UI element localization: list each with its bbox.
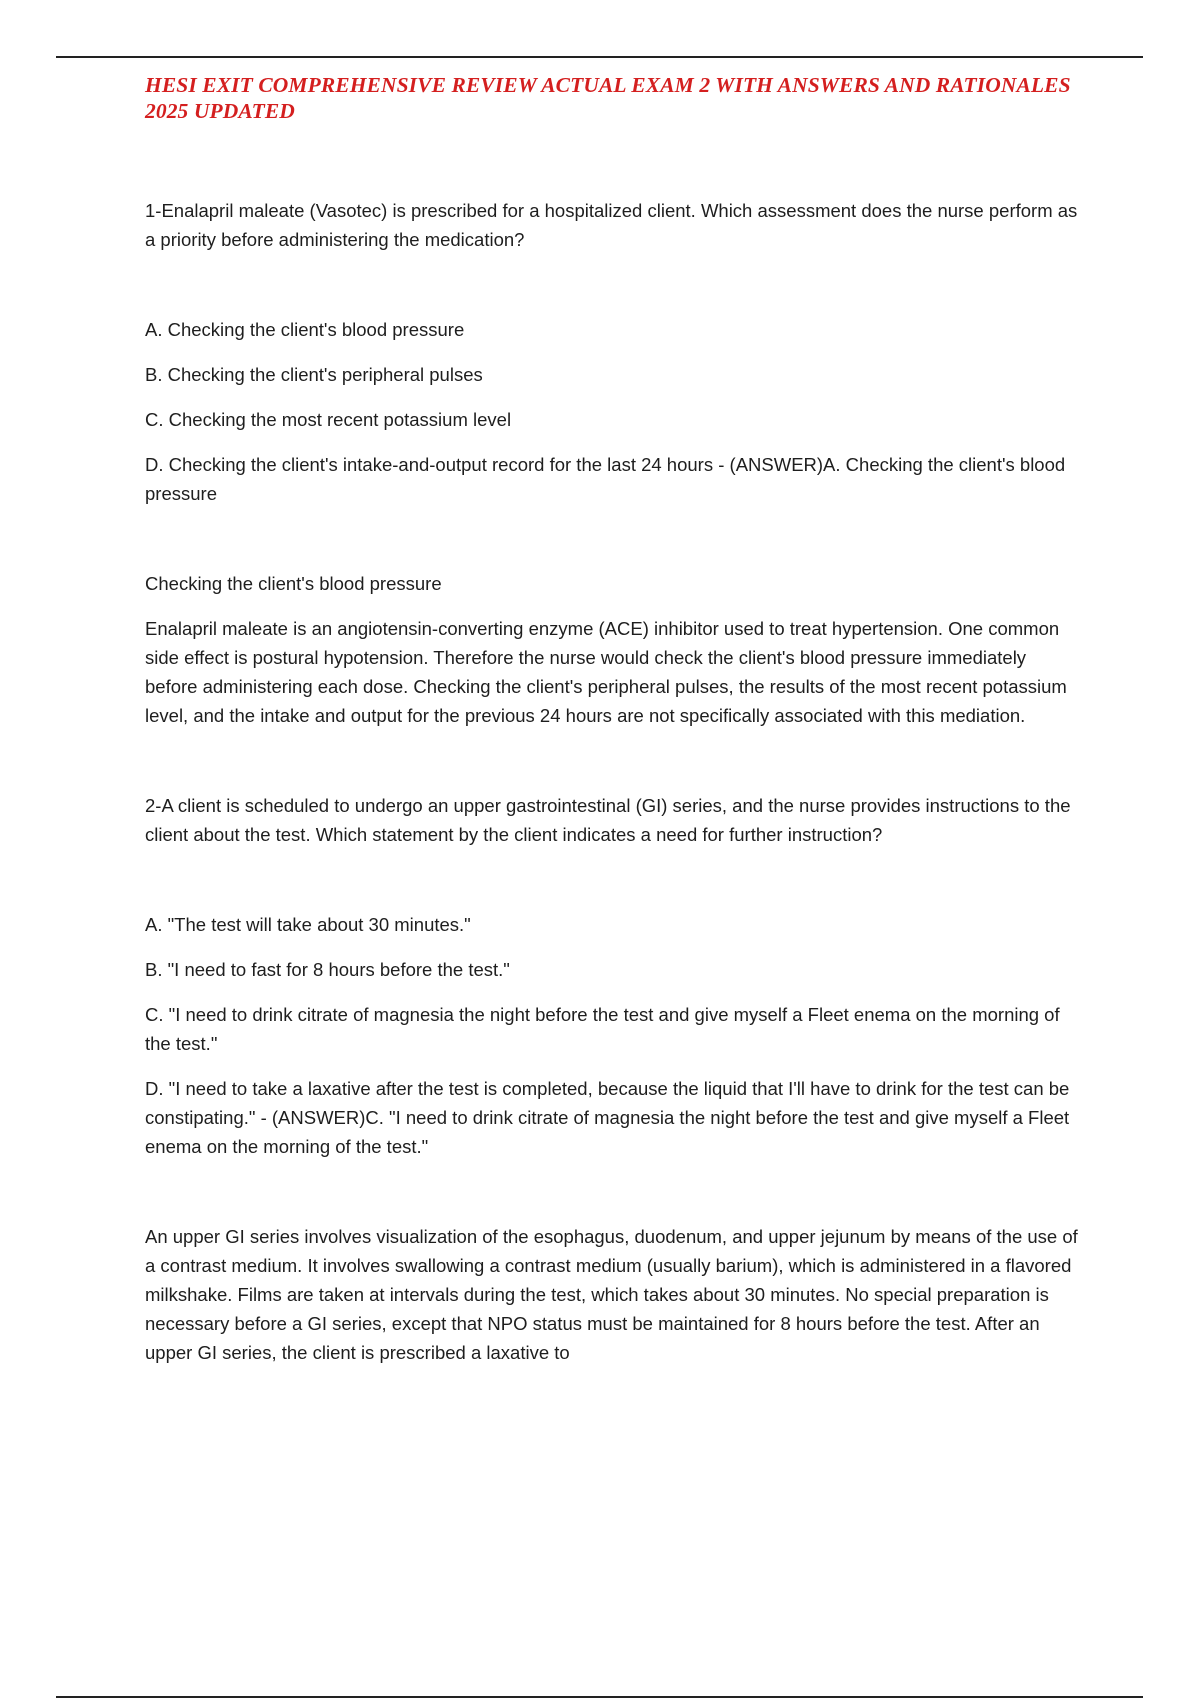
question-1-answer-heading: Checking the client's blood pressure (145, 573, 442, 594)
top-rule (56, 56, 1143, 58)
question-1-option-d: D. Checking the client's intake-and-output record for the last 24 hours - (ANSWER)A. Checking the client's blood pressure (145, 454, 1066, 504)
question-2-option-a: A. "The test will take about 30 minutes." (145, 914, 471, 935)
question-1-rationale: Enalapril maleate is an angiotensin-converting enzyme (ACE) inhibitor used to treat hypertension. One common side effect is postural hypotension. Therefore the nurse would check the client's blood pressure immediately before administering each dose. Checking the client's peripheral pulses, the results of the most recent potassium level, and the intake and output for the previous 24 hours are not specifically associated with this mediation. (145, 618, 1067, 726)
question-2-rationale: An upper GI series involves visualization of the esophagus, duodenum, and upper jejunum by means of the use of a contrast medium. It involves swallowing a contrast medium (usually barium), which is administered in a flavored milkshake. Films are taken at intervals during the test, which takes about 30 minutes. No special preparation is necessary before a GI series, except that NPO status must be maintained for 8 hours before the test. After an upper GI series, the client is prescribed a laxative to (145, 1226, 1078, 1363)
question-1-option-b: B. Checking the client's peripheral pulses (145, 364, 483, 385)
document-body (145, 64, 1080, 1367)
question-1-stem: 1-Enalapril maleate (Vasotec) is prescribed for a hospitalized client. Which assessment does the nurse perform as a priority before administering the medication? (145, 200, 1078, 250)
question-2-option-c: C. "I need to drink citrate of magnesia the night before the test and give myself a Fleet enema on the morning of the test." (145, 1004, 1060, 1054)
question-1-options (145, 315, 1080, 508)
bottom-rule (56, 1696, 1143, 1698)
question-2-options (145, 910, 1080, 1161)
question-2-option-b: B. "I need to fast for 8 hours before the test." (145, 959, 510, 980)
document-title: HESI EXIT COMPREHENSIVE REVIEW ACTUAL EXAM 2 WITH ANSWERS AND RATIONALES 2025 UPDATED (145, 73, 1071, 123)
question-2-stem: 2-A client is scheduled to undergo an upper gastrointestinal (GI) series, and the nurse provides instructions to the client about the test. Which statement by the client indicates a need for further instruction? (145, 795, 1071, 845)
question-1-option-c: C. Checking the most recent potassium level (145, 409, 512, 430)
question-1-option-a: A. Checking the client's blood pressure (145, 319, 465, 340)
question-2-option-d: D. "I need to take a laxative after the test is completed, because the liquid that I'll have to drink for the test can be constipating." - (ANSWER)C. "I need to drink citrate of magnesia the night before the test and give myself a Fleet enema on the morning of the test." (145, 1078, 1070, 1157)
